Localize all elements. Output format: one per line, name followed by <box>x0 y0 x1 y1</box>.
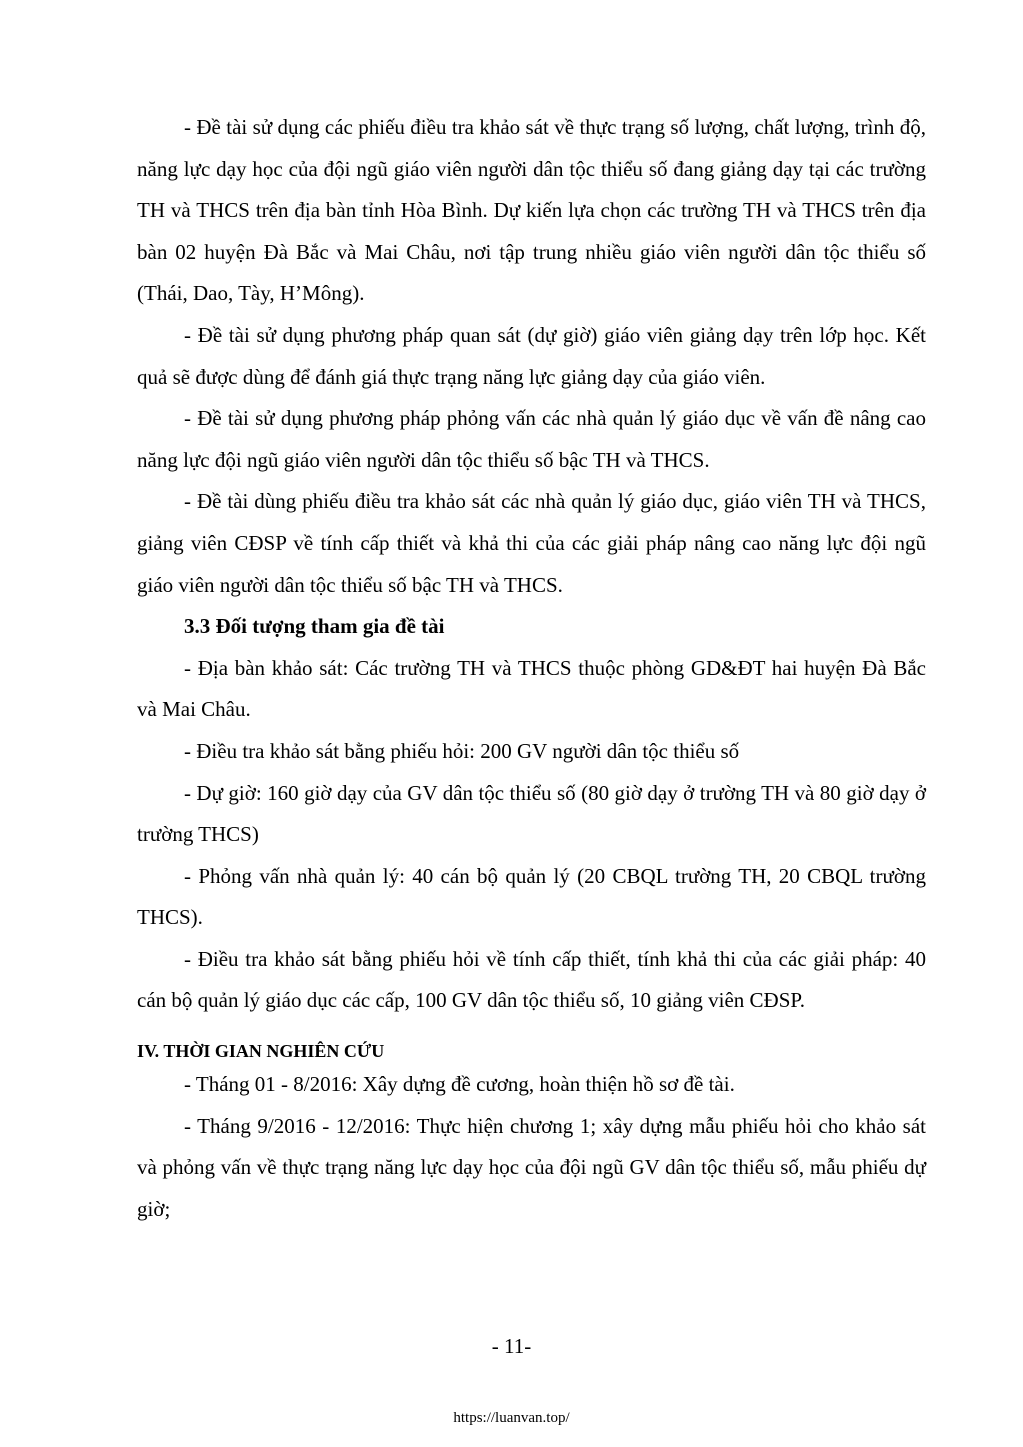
document-body <box>137 107 926 1230</box>
subsection-heading: 3.3 Đối tượng tham gia đề tài <box>184 614 445 639</box>
paragraph-timeline-1: - Tháng 01 - 8/2016: Xây dựng đề cương, hoàn thiện hồ sơ đề tài. <box>184 1072 735 1097</box>
paragraph-feasibility-survey: - Đề tài dùng phiếu điều tra khảo sát các nhà quản lý giáo dục, giáo viên TH và THCS, giảng viên CĐSP về tính cấp thiết và khả thi của các giải pháp nâng cao năng lực đội ngũ giáo viên người dân tộc thiểu số bậc TH và THCS. <box>137 489 926 597</box>
paragraph-survey-forms: - Đề tài sử dụng các phiếu điều tra khảo sát về thực trạng số lượng, chất lượng, trình độ, năng lực dạy học của đội ngũ giáo viên người dân tộc thiểu số đang giảng dạy tại các trường TH và THCS trên địa bàn tỉnh Hòa Bình. Dự kiến lựa chọn các trường TH và THCS trên địa bàn 02 huyện Đà Bắc và Mai Châu, nơi tập trung nhiều giáo viên người dân tộc thiểu số (Thái, Dao, Tày, H’Mông). <box>137 115 926 306</box>
paragraph-questionnaire-count: - Điều tra khảo sát bằng phiếu hỏi: 200 GV người dân tộc thiểu số <box>184 738 740 763</box>
paragraph-survey-area: - Địa bàn khảo sát: Các trường TH và THCS thuộc phòng GD&ĐT hai huyện Đà Bắc và Mai Châu. <box>137 655 926 722</box>
footer-url[interactable]: https://luanvan.top/ <box>453 1410 570 1426</box>
paragraph-timeline-2: - Tháng 9/2016 - 12/2016: Thực hiện chương 1; xây dựng mẫu phiếu hỏi cho khảo sát và phỏng vấn về thực trạng năng lực dạy học của đội ngũ GV dân tộc thiểu số, mẫu phiếu dự giờ; <box>137 1113 926 1221</box>
paragraph-class-observation: - Dự giờ: 160 giờ dạy của GV dân tộc thiểu số (80 giờ dạy ở trường TH và 80 giờ dạy ở trường THCS) <box>137 780 926 847</box>
page-number: - 11- <box>491 1334 532 1358</box>
paragraph-manager-interview: - Phỏng vấn nhà quản lý: 40 cán bộ quản lý (20 CBQL trường TH, 20 CBQL trường THCS). <box>137 863 926 930</box>
section-heading: IV. THỜI GIAN NGHIÊN CỨU <box>137 1041 385 1062</box>
paragraph-interview-method: - Đề tài sử dụng phương pháp phỏng vấn các nhà quản lý giáo dục về vấn đề nâng cao năng lực đội ngũ giáo viên người dân tộc thiểu số bậc TH và THCS. <box>137 406 926 472</box>
paragraph-feasibility-respondents: - Điều tra khảo sát bằng phiếu hỏi về tính cấp thiết, tính khả thi của các giải pháp: 40 cán bộ quản lý giáo dục các cấp, 100 GV dân tộc thiểu số, 10 giảng viên CĐSP. <box>137 946 926 1013</box>
paragraph-observation-method: - Đề tài sử dụng phương pháp quan sát (dự giờ) giáo viên giảng dạy trên lớp học. Kết quả sẽ được dùng để đánh giá thực trạng năng lực giảng dạy của giáo viên. <box>137 322 926 389</box>
